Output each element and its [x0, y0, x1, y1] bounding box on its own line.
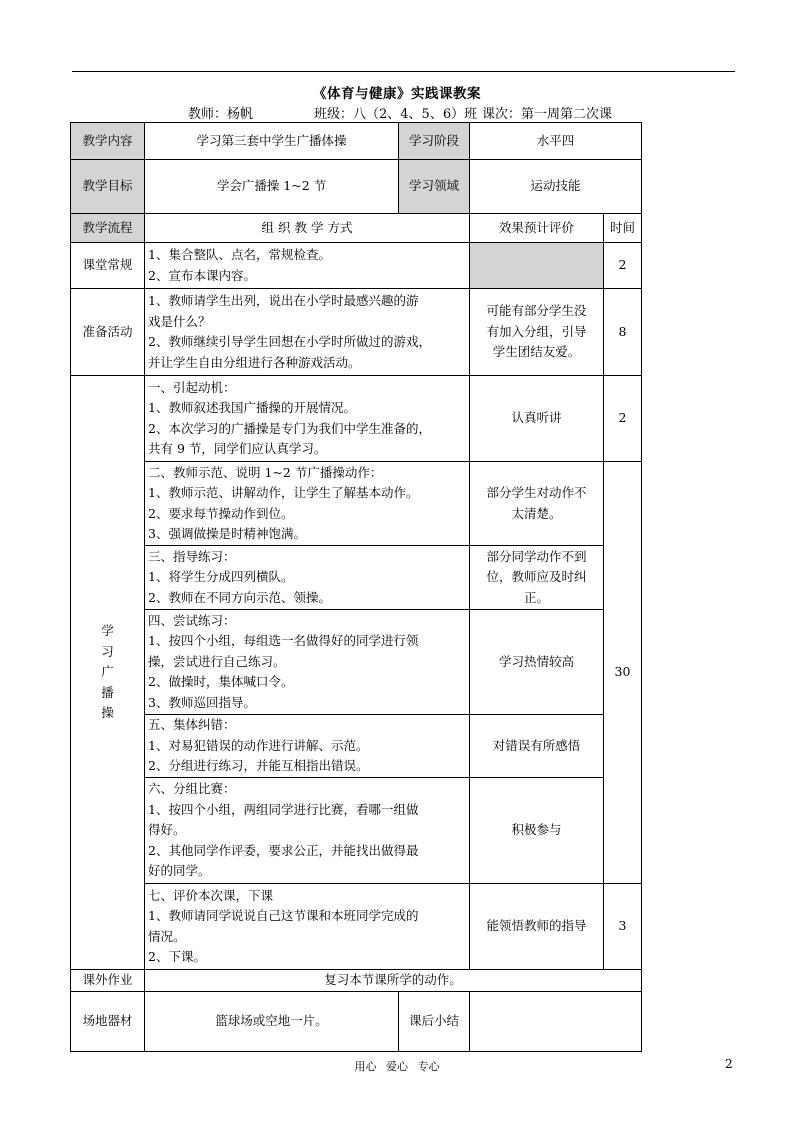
lesson-plan-table: [70, 122, 642, 1052]
study-row-2: [71, 462, 642, 546]
section-line: 2、其他同学作评委，要求公正，并能找出做得最: [148, 842, 419, 858]
prep-content: [145, 289, 470, 376]
flow-header-row: [71, 214, 642, 243]
section-line: 1、将学生分成四列横队。: [148, 569, 294, 585]
prep-line: 1、教师请学生出列，说出在小学时最感兴趣的游: [148, 293, 419, 308]
prep-row: [71, 289, 642, 376]
stage-value: 水平四: [470, 123, 642, 160]
time-label: 时间: [604, 214, 642, 243]
page-number: 2: [725, 1057, 733, 1071]
document-title: 《体育与健康》实践课教案: [313, 86, 481, 102]
prep-line: 并让学生自由分组进行各种游戏活动。: [148, 354, 361, 370]
section-line: 2、本次学习的广播操是专门为我们中学生准备的，: [148, 420, 431, 436]
section-line: 1、教师示范、讲解动作，让学生了解基本动作。: [148, 485, 419, 500]
section-line: 二、教师示范、说明 1~2 节广播操动作：: [148, 464, 383, 480]
prep-eval-line: 学生团结友爱。: [492, 344, 581, 360]
summary-value: [470, 992, 642, 1052]
section-line: 操，尝试进行自己练习。: [148, 653, 286, 669]
section-line: 情况。: [148, 928, 186, 944]
prep-label: 准备活动: [71, 289, 145, 376]
content-row: [71, 123, 642, 160]
study-eval-5: 对错误有所感悟: [470, 715, 604, 778]
prep-eval-line: 可能有部分学生没: [486, 303, 587, 319]
top-rule: [72, 71, 735, 72]
routine-row: [71, 243, 642, 289]
study-eval-4: 学习热情较高: [470, 610, 604, 715]
section-line: 1、按四个小组，两组同学进行比赛，看哪一组做: [148, 801, 419, 817]
eval-line: 太清楚。: [511, 505, 562, 521]
section-line: 七、评价本次课，下课: [148, 887, 274, 903]
section-line: 2、分组进行练习，并能互相指出错误。: [148, 758, 369, 774]
study-eval-6: 积极参与: [470, 778, 604, 884]
study-section-1: [145, 376, 470, 462]
lesson-info: 课次：第一周第二次课: [482, 107, 613, 122]
section-line: 1、对易犯错误的动作进行讲解、示范。: [148, 737, 369, 753]
study-row-4: [71, 610, 642, 715]
content-value: 学习第三套中学生广播体操: [145, 123, 399, 160]
prep-line: 2、教师继续引导学生回想在小学时所做过的游戏，: [148, 334, 431, 349]
eval-line: 位，教师应及时纠: [486, 569, 587, 585]
study-section-6: [145, 778, 470, 884]
study-label-char: 广: [101, 664, 114, 680]
routine-time: 2: [604, 243, 642, 289]
section-line: 得好。: [148, 822, 186, 838]
section-line: 三、指导练习：: [148, 548, 236, 564]
domain-value: 运动技能: [470, 160, 642, 214]
stage-label: 学习阶段: [399, 123, 470, 160]
routine-line: 1、集合整队、点名，常规检查。: [148, 247, 331, 262]
content-label: 教学内容: [71, 123, 145, 160]
study-row-3: [71, 546, 642, 610]
section-line: 四、尝试练习：: [148, 612, 236, 628]
footer-motto: 用心 爱心 专心: [354, 1060, 440, 1073]
study-row-7: [71, 884, 642, 970]
flow-label: 教学流程: [71, 214, 145, 243]
study-section-3: [145, 546, 470, 610]
teacher-info: 教师：杨帆: [188, 107, 254, 122]
section-line: 1、教师叙述我国广播操的开展情况。: [148, 400, 356, 415]
study-eval-2: [470, 462, 604, 546]
goal-row: [71, 160, 642, 214]
section-line: 好的同学。: [148, 863, 211, 879]
venue-value: 篮球场或空地一片。: [145, 992, 399, 1052]
prep-eval: [470, 289, 604, 376]
eval-line: 正。: [523, 589, 549, 605]
section-line: 2、教师在不同方向示范、领操。: [148, 589, 331, 605]
routine-content: [145, 243, 470, 289]
section-line: 五、集体纠错：: [148, 717, 236, 733]
section-line: 2、下课。: [148, 949, 206, 964]
routine-eval: [470, 243, 604, 289]
section-line: 一、引起动机：: [148, 379, 236, 395]
section-line: 3、教师巡回指导。: [148, 694, 256, 710]
study-section-7: [145, 884, 470, 970]
homework-label: 课外作业: [71, 970, 145, 992]
method-label: 组 织 教 学 方式: [145, 214, 470, 243]
section-line: 2、做操时，集体喊口令。: [148, 674, 294, 690]
study-section-5: [145, 715, 470, 778]
goal-value: 学会广播操 1~2 节: [145, 160, 399, 214]
eval-line: 部分同学动作不到: [486, 548, 587, 564]
study-label-char: 学: [101, 623, 114, 639]
section-line: 3、强调做操是时精神饱满。: [148, 526, 306, 541]
study-eval-3: [470, 546, 604, 610]
study-label-char: 习: [101, 643, 114, 659]
venue-label: 场地器材: [71, 992, 145, 1052]
eval-label: 效果预计评价: [470, 214, 604, 243]
study-eval-7: 能领悟教师的指导: [470, 884, 604, 970]
prep-line: 戏是什么？: [148, 313, 211, 329]
goal-label: 教学目标: [71, 160, 145, 214]
study-time-shared: 30: [604, 462, 642, 884]
section-line: 2、要求每节操动作到位。: [148, 505, 294, 521]
study-eval-1: 认真听讲: [470, 376, 604, 462]
venue-row: [71, 992, 642, 1052]
domain-label: 学习领域: [399, 160, 470, 214]
section-line: 共有 9 节，同学们应认真学习。: [148, 441, 327, 456]
study-label: [71, 376, 145, 970]
study-label-char: 播: [101, 684, 114, 700]
study-time-7: 3: [604, 884, 642, 970]
prep-time: 8: [604, 289, 642, 376]
section-line: 六、分组比赛：: [148, 781, 236, 797]
study-row-5: [71, 715, 642, 778]
study-row-6: [71, 778, 642, 884]
homework-row: [71, 970, 642, 992]
study-time-1: 2: [604, 376, 642, 462]
class-info: 班级：八（2、4、5、6）班: [314, 107, 478, 122]
study-section-4: [145, 610, 470, 715]
summary-label: 课后小结: [399, 992, 470, 1052]
section-line: 1、按四个小组，每组选一名做得好的同学进行领: [148, 633, 419, 649]
section-line: 1、教师请同学说说自己这节课和本班同学完成的: [148, 908, 419, 923]
routine-label: 课堂常规: [71, 243, 145, 289]
study-row-1: [71, 376, 642, 462]
routine-line: 2、宣布本课内容。: [148, 267, 256, 283]
study-section-2: [145, 462, 470, 546]
study-label-char: 操: [101, 705, 114, 721]
homework-value: 复习本节课所学的动作。: [145, 970, 642, 992]
eval-line: 部分学生对动作不: [486, 485, 587, 500]
prep-eval-line: 有加入分组，引导: [486, 323, 587, 339]
